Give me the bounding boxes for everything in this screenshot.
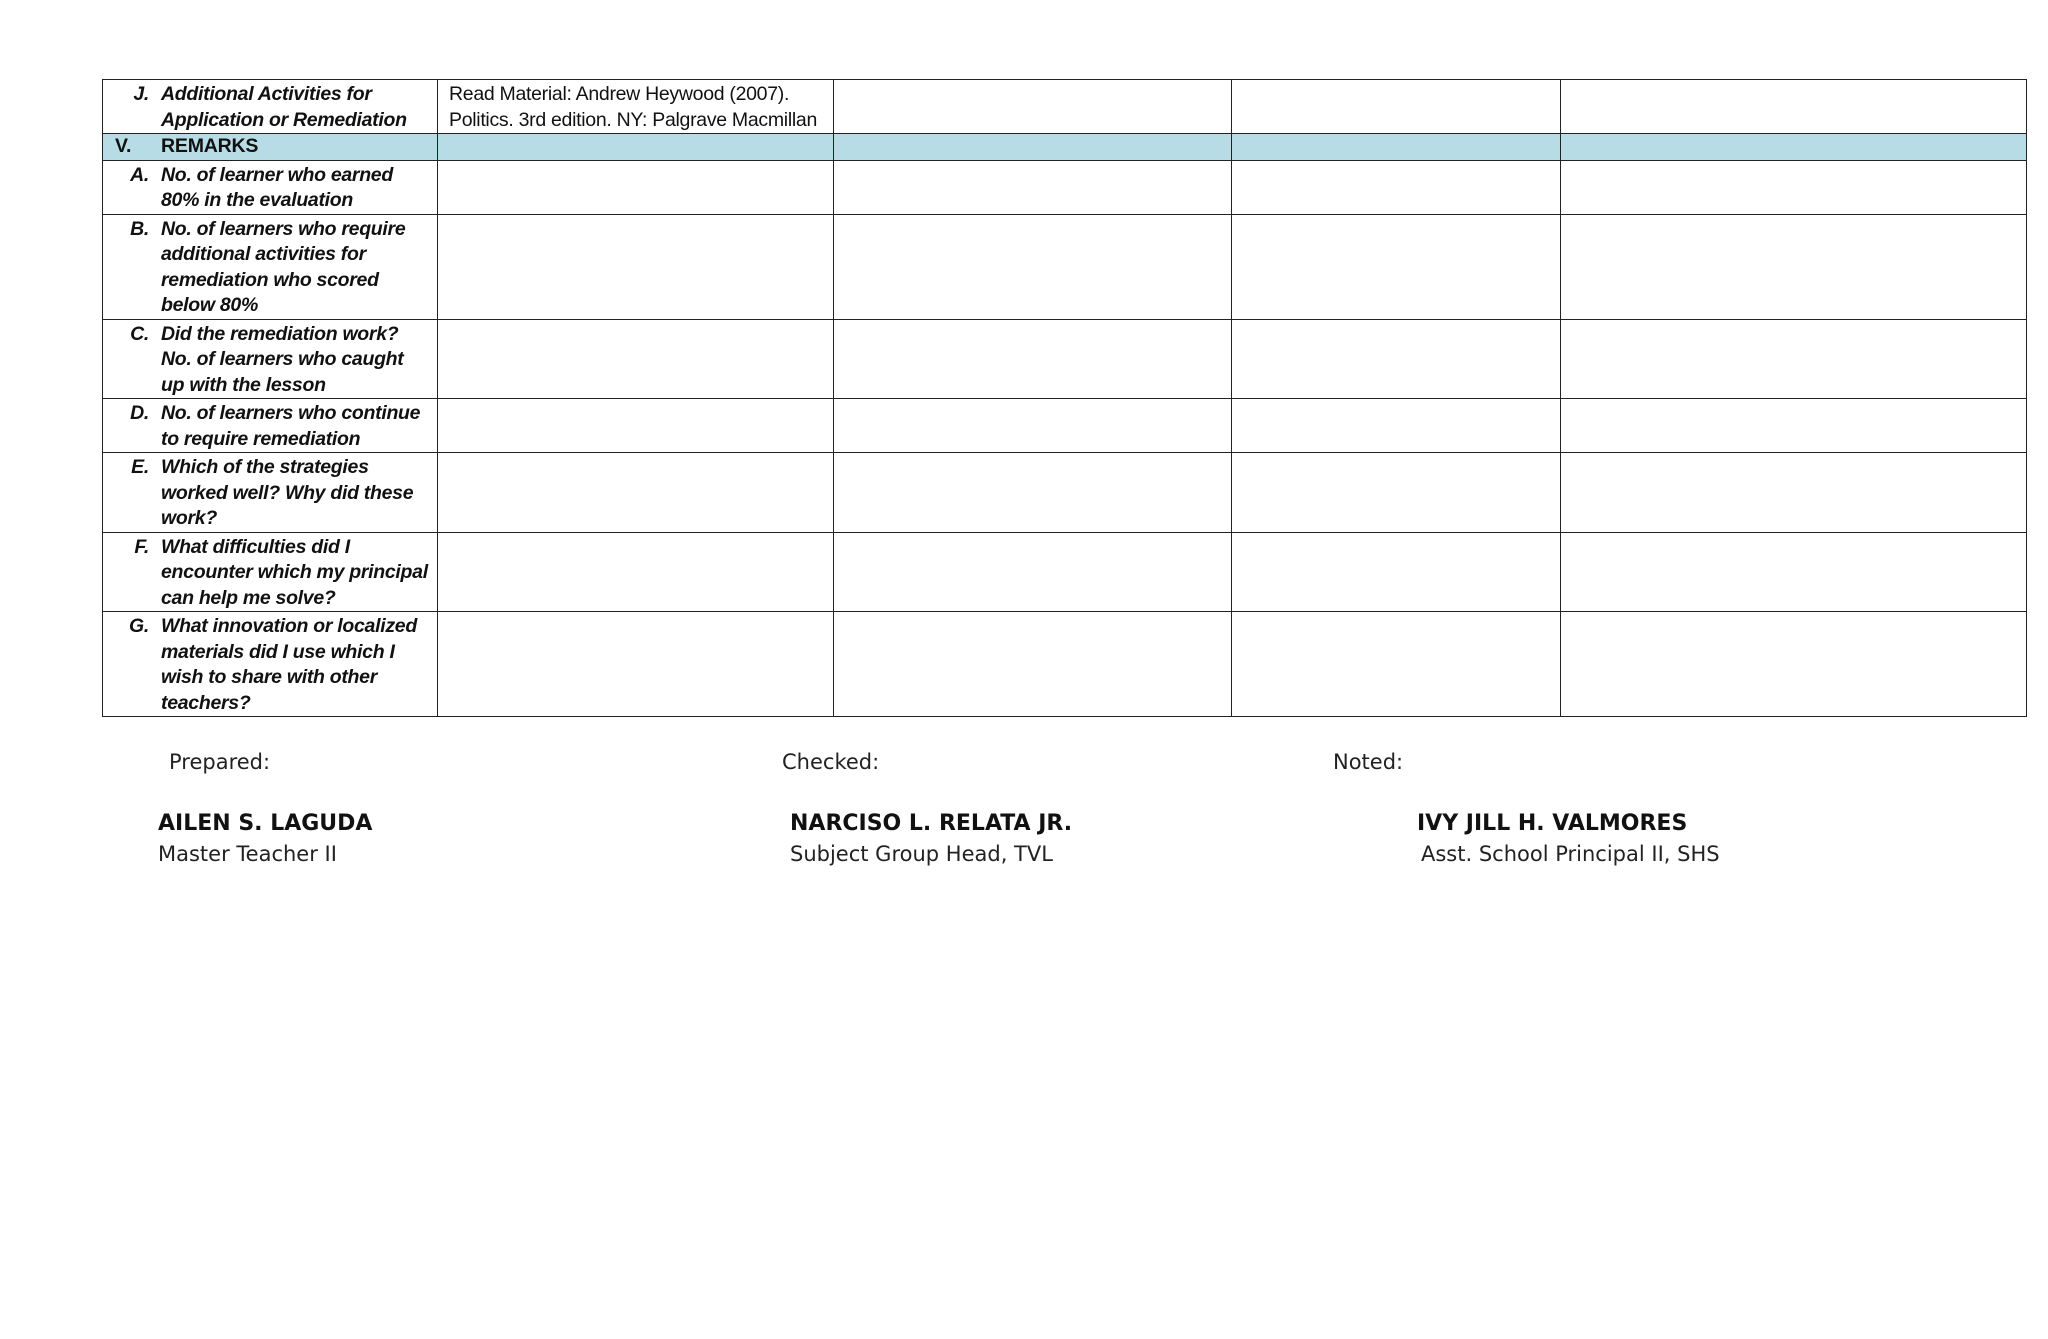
noted-by-position: Asst. School Principal II, SHS <box>1421 842 1720 866</box>
row-label: What difficulties did I encounter which my principal can help me solve? <box>161 535 428 609</box>
empty-cell <box>834 80 1232 134</box>
empty-cell <box>834 612 1232 717</box>
reference-text: Read Material: Andrew Heywood (2007). Politics. 3rd edition. NY: Palgrave Macmillan <box>449 83 817 131</box>
row-label: Additional Activities for Application or Remediation <box>161 83 407 131</box>
row-label: What innovation or localized materials did I use which I wish to share with other teachers? <box>161 615 417 714</box>
additional-activities-row <box>103 80 2027 134</box>
reflection-row-a <box>103 160 2027 214</box>
prepared-by-position: Master Teacher II <box>158 842 337 866</box>
reflection-label-cell <box>103 399 438 453</box>
reflection-row-c <box>103 319 2027 399</box>
row-letter: C. <box>130 322 149 345</box>
remarks-band-cell <box>834 134 1232 161</box>
empty-cell <box>1232 160 1561 214</box>
empty-cell <box>438 160 834 214</box>
row-letter: G. <box>129 615 149 637</box>
row-letter: A. <box>130 163 149 186</box>
empty-cell <box>438 399 834 453</box>
reflection-row-d <box>103 399 2027 453</box>
remarks-band-cell <box>1561 134 2027 161</box>
noted-label: Noted: <box>1333 750 1404 774</box>
empty-cell <box>1232 80 1561 134</box>
additional-activities-label-cell <box>103 80 438 134</box>
empty-cell <box>438 453 834 533</box>
reflection-label-cell <box>103 612 438 717</box>
dll-table <box>102 79 2027 717</box>
reflection-label-cell <box>103 532 438 612</box>
reflection-row-g <box>103 612 2027 717</box>
empty-cell <box>1561 399 2027 453</box>
empty-cell <box>834 160 1232 214</box>
empty-cell <box>1561 612 2027 717</box>
empty-cell <box>438 612 834 717</box>
empty-cell <box>1561 532 2027 612</box>
empty-cell <box>438 214 834 319</box>
reflection-row-f <box>103 532 2027 612</box>
empty-cell <box>834 399 1232 453</box>
empty-cell <box>438 532 834 612</box>
remarks-label-cell <box>103 134 438 161</box>
row-letter: J. <box>133 83 149 105</box>
reflection-label-cell <box>103 214 438 319</box>
row-letter: D. <box>130 402 149 424</box>
reflection-row-e <box>103 453 2027 533</box>
row-label: No. of learner who earned 80% in the evaluation <box>161 163 393 211</box>
empty-cell <box>834 214 1232 319</box>
empty-cell <box>1561 80 2027 134</box>
remarks-band-cell <box>438 134 834 161</box>
empty-cell <box>1232 532 1561 612</box>
row-label: No. of learners who require additional activities for remediation who scored below 80% <box>161 217 406 316</box>
empty-cell <box>834 532 1232 612</box>
empty-cell <box>1232 319 1561 399</box>
remarks-row <box>103 134 2027 161</box>
empty-cell <box>1561 214 2027 319</box>
prepared-by-name: AILEN S. LAGUDA <box>158 811 373 836</box>
empty-cell <box>438 319 834 399</box>
checked-label: Checked: <box>782 750 880 774</box>
empty-cell <box>834 319 1232 399</box>
row-label: Did the remediation work? No. of learners who caught up with the lesson <box>161 322 404 396</box>
remarks-title: REMARKS <box>161 135 259 157</box>
empty-cell <box>1232 612 1561 717</box>
empty-cell <box>1232 214 1561 319</box>
reflection-label-cell <box>103 160 438 214</box>
row-letter: B. <box>130 217 149 240</box>
checked-by-position: Subject Group Head, TVL <box>790 842 1053 866</box>
remarks-band-cell <box>1232 134 1561 161</box>
row-letter: F. <box>134 535 149 558</box>
empty-cell <box>1561 319 2027 399</box>
reflection-label-cell <box>103 453 438 533</box>
empty-cell <box>1232 399 1561 453</box>
reflection-label-cell <box>103 319 438 399</box>
empty-cell <box>834 453 1232 533</box>
empty-cell <box>1561 453 2027 533</box>
remarks-numeral: V. <box>115 135 132 157</box>
empty-cell <box>1561 160 2027 214</box>
empty-cell <box>1232 453 1561 533</box>
reference-cell <box>438 80 834 134</box>
row-label: No. of learners who continue to require remediation <box>161 402 421 450</box>
noted-by-name: IVY JILL H. VALMORES <box>1417 811 1688 836</box>
reflection-row-b <box>103 214 2027 319</box>
prepared-label: Prepared: <box>169 750 271 774</box>
row-label: Which of the strategies worked well? Why did these work? <box>161 456 414 529</box>
checked-by-name: NARCISO L. RELATA JR. <box>790 811 1073 836</box>
row-letter: E. <box>131 456 149 478</box>
